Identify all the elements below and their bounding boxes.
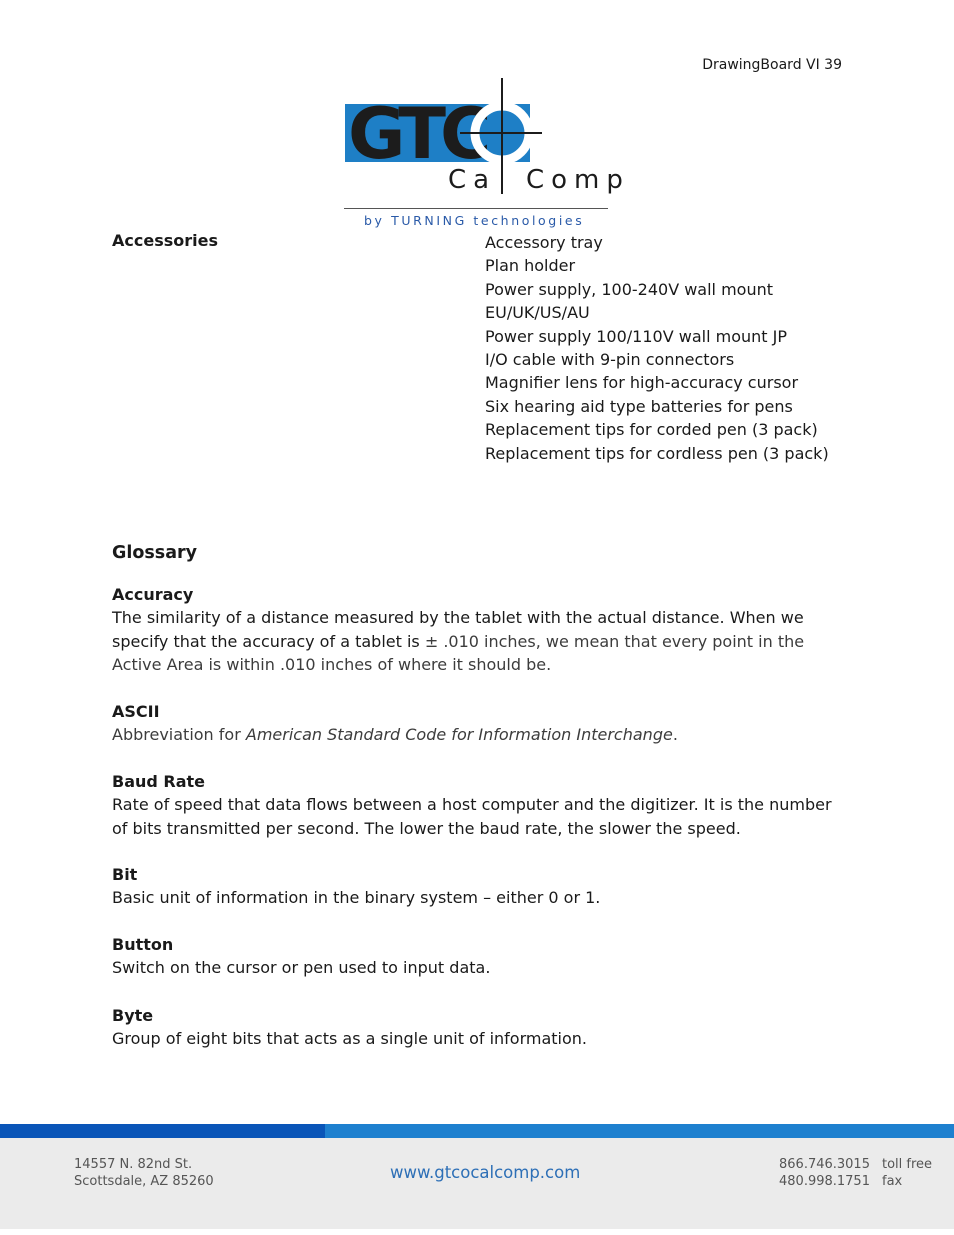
glossary-term: Byte <box>112 1006 154 1025</box>
accessory-item: Six hearing aid type batteries for pens <box>485 396 793 416</box>
footer-phone-labels <box>882 1157 932 1190</box>
glossary-heading: Glossary <box>112 543 198 563</box>
glossary-definition <box>112 606 842 676</box>
glossary-definition: Switch on the cursor or pen used to input data. <box>112 958 491 978</box>
glossary-term: Baud Rate <box>112 772 206 791</box>
glossary-entry-baud-rate <box>112 770 842 863</box>
definition-prefix: Abbreviation for <box>112 725 246 745</box>
phone-toll-free: 866.746.3015 <box>779 1157 870 1172</box>
glossary-definition: Basic unit of information in the binary system – either 0 or 1. <box>112 888 601 908</box>
glossary-term: Button <box>112 935 174 954</box>
footer-website-link[interactable]: www.gtcocalcomp.com <box>390 1163 581 1182</box>
svg-text:Comp: Comp <box>526 165 630 195</box>
page-header-label: DrawingBoard VI 39 <box>702 57 842 73</box>
accessory-item: Accessory tray <box>485 233 603 252</box>
accessory-item: Plan holder <box>485 256 576 276</box>
phone-toll-free-label: toll free <box>882 1157 933 1172</box>
glossary-entry-button <box>112 933 842 1004</box>
address-line-1: 14557 N. 82nd St. <box>74 1157 193 1172</box>
phone-fax-label: fax <box>882 1173 903 1189</box>
svg-text:Ca: Ca <box>448 165 497 195</box>
definition-italic: American Standard Code for Information Interchange <box>245 725 673 745</box>
glossary-entry-byte <box>112 1004 842 1051</box>
svg-text:GTC: GTC <box>348 93 486 175</box>
glossary-definition: Group of eight bits that acts as a single unit of information. <box>112 1029 588 1049</box>
footer-accent-bar-light <box>325 1124 954 1138</box>
footer-address <box>74 1157 214 1190</box>
accessory-item: Magnifier lens for high-accuracy cursor <box>485 373 799 393</box>
definition-text-continued: ± .010 inches, we mean that every point in the Active Area is within .010 inches of where it should be. <box>112 631 805 675</box>
accessory-item: Replacement tips for cordless pen (3 pack) <box>485 443 829 463</box>
address-line-2: Scottsdale, AZ 85260 <box>74 1173 214 1189</box>
accessories-list <box>485 231 829 465</box>
footer-phone-numbers <box>779 1157 870 1190</box>
accessory-item: Power supply, 100-240V wall mount <box>485 279 774 299</box>
glossary-entries <box>112 583 842 1051</box>
glossary-definition: Rate of speed that data flows between a host computer and the digitizer. It is the number of bits transmitted per second. The lower the baud rate, the slower the speed. <box>112 795 832 838</box>
accessories-label: Accessories <box>112 231 218 250</box>
logo-divider <box>344 208 608 209</box>
footer-accent-bar-dark <box>0 1124 325 1138</box>
glossary-definition <box>112 723 842 746</box>
glossary-entry-ascii <box>112 700 842 770</box>
accessory-item: Power supply 100/110V wall mount JP <box>485 326 787 346</box>
glossary-entry-bit <box>112 863 842 933</box>
page-footer <box>0 1138 954 1229</box>
glossary-term: ASCII <box>112 702 160 721</box>
definition-text: The similarity of a distance measured by the tablet with the actual distance. When we specify that the accuracy of a tablet is <box>112 608 804 651</box>
glossary-entry-accuracy <box>112 583 842 700</box>
accessory-item: EU/UK/US/AU <box>485 303 590 323</box>
glossary-term: Accuracy <box>112 585 194 604</box>
phone-fax: 480.998.1751 <box>779 1173 870 1189</box>
logo-tagline: by TURNING technologies <box>364 213 585 228</box>
glossary-term: Bit <box>112 865 138 884</box>
accessory-item: I/O cable with 9-pin connectors <box>485 350 735 370</box>
accessory-item: Replacement tips for corded pen (3 pack) <box>485 420 818 440</box>
definition-suffix: . <box>672 725 678 745</box>
